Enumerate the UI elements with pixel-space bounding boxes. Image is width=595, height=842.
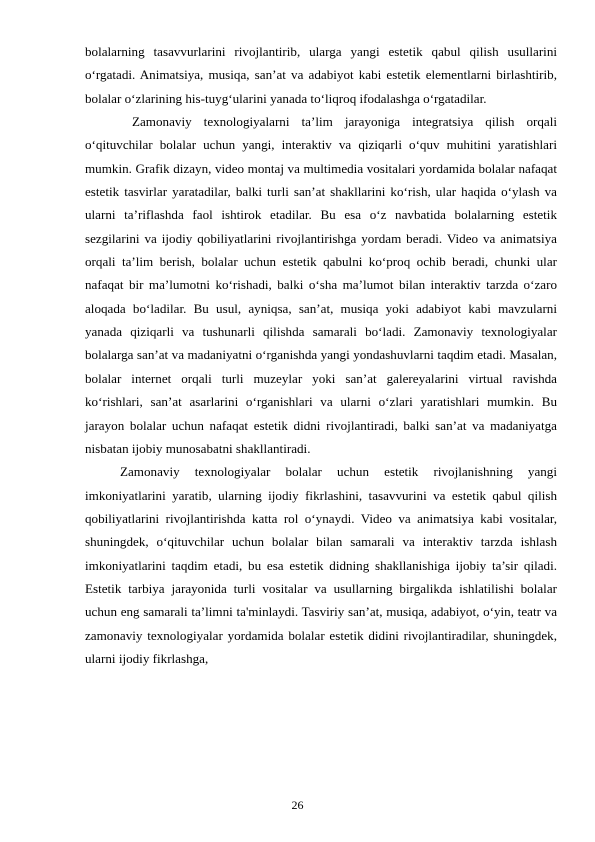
page-number: 26 [291,798,304,812]
paragraph-2: Zamonaviy texnologiyalarni ta’lim jarayoniga integratsiya qilish orqali o‘qituvchilar bolalar uchun yangi, interaktiv va qiziqarli o‘quv muhitini yaratishlari mumkin. Grafik dizayn, video montaj va multimedia vositalari yordamida bolalar nafaqat estetik tasvirlar yaratadilar, balki turli san’at shakllarini ko‘rish, ular haqida o‘ylash va ularni ta’riflashda faol ishtirok etadilar. Bu esa o‘z navbatida bolalarning estetik sezgilarini va ijodiy qobiliyatlarini rivojlantirishga yordam beradi. Video va animatsiya orqali ta’lim berish, bolalar uchun estetik qabulni ko‘proq ochib beradi, chunki ular nafaqat bir ma’lumotni ko‘rishadi, balki o‘sha ma’lumot bilan interaktiv tarzda o‘zaro aloqada bo‘ladilar. Bu usul, ayniqsa, san’at, musiqa yoki adabiyot kabi mavzularni yanada qiziqarli va tushunarli qilishda samarali bo‘ladi. Zamonaviy texnologiyalar bolalarga san’at va madaniyatni o‘rganishda yangi yondashuvlarni taqdim etadi. Masalan, bolalar internet orqali turli muzeylar yoki san’at galereyalarini virtual ravishda ko‘rishlari, san’at asarlarini o‘rganishlari va ularni o‘zlari yaratishlari mumkin. Bu jarayon bolalar uchun nafaqat estetik didni rivojlantiradi, balki san’at va madaniyatga nisbatan ijobiy munosabatni shakllantiradi. [85,114,557,456]
document-body [85,40,557,670]
paragraph-1: bolalarning tasavvurlarini rivojlantirib, ularga yangi estetik qabul qilish usullarini o‘rgatadi. Animatsiya, musiqa, san’at va adabiyot kabi estetik elementlarni birlashtirib, bolalar o‘zlarining his-tuyg‘ularini yanada to‘liqroq ifodalashga o‘rgatadilar. [85,44,557,106]
paragraph-3: Zamonaviy texnologiyalar bolalar uchun estetik rivojlanishning yangi imkoniyatlarini yaratib, ularning ijodiy fikrlashini, tasavvurini va estetik qabul qilish qobiliyatlarini rivojlantirishda katta rol o‘ynaydi. Video va animatsiya kabi vositalar, shuningdek, o‘qituvchilar uchun bolalar bilan samarali va interaktiv tarzda ishlash imkoniyatlarini taqdim etadi, bu esa estetik didning shakllanishiga ijobiy ta’sir qiladi. Estetik tarbiya jarayonida turli vositalar va usullarning birgalikda ishlatilishi bolalar uchun eng samarali ta’limni ta'minlaydi. Tasviriy san’at, musiqa, adabiyot, o‘yin, teatr va zamonaviy texnologiyalar yordamida bolalar estetik didini rivojlantiradilar, shuningdek, ularni ijodiy fikrlashga, [85,464,557,666]
